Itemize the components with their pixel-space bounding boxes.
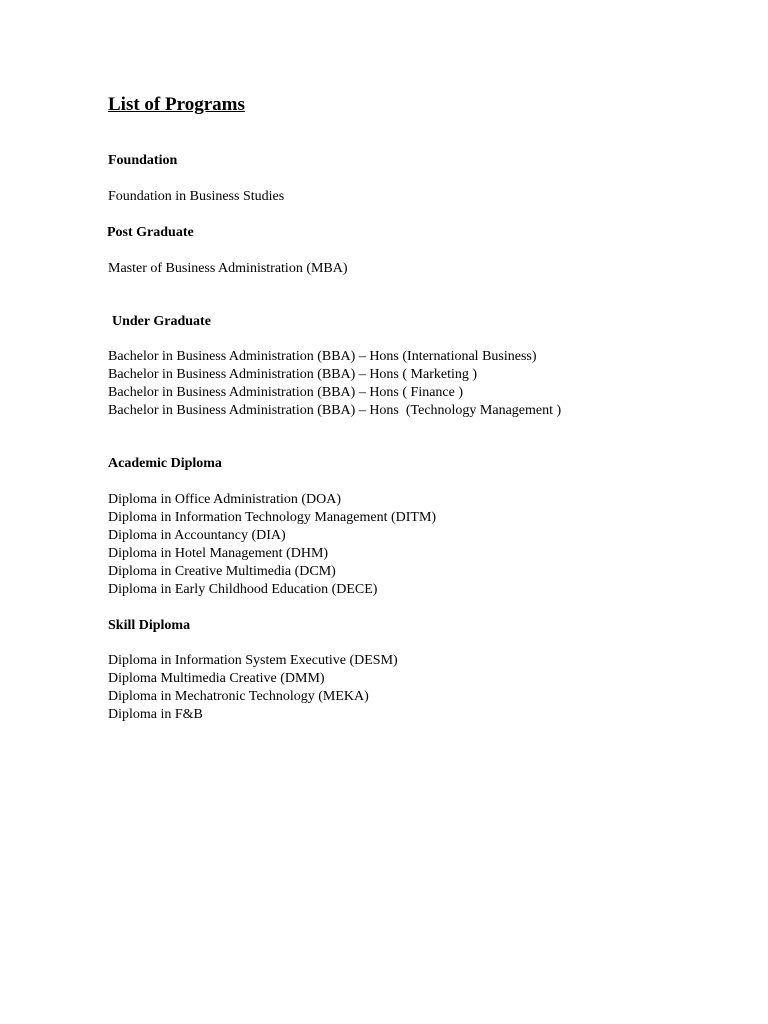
list-item: Master of Business Administration (MBA) [108,261,348,276]
list-item: Diploma in Early Childhood Education (DECE) [108,581,378,597]
section-list-foundation [108,188,284,206]
section-heading-under-graduate: Under Graduate [112,314,211,329]
section-list-academic-diploma [108,491,436,598]
list-item: Diploma Multimedia Creative (DMM) [108,670,325,686]
section-heading-post-graduate: Post Graduate [107,225,194,240]
list-item: Bachelor in Business Administration (BBA) – Hons (Technology Management ) [108,402,562,418]
list-item: Diploma in Creative Multimedia (DCM) [108,563,336,579]
section-list-post-graduate [108,260,348,278]
list-item: Bachelor in Business Administration (BBA) – Hons ( Marketing ) [108,366,478,382]
section-heading-skill-diploma: Skill Diploma [108,618,191,633]
section-heading-foundation: Foundation [108,153,178,168]
list-item: Bachelor in Business Administration (BBA) – Hons ( Finance ) [108,384,464,400]
list-item: Diploma in Office Administration (DOA) [108,492,342,507]
page-title: List of Programs [108,94,245,115]
section-list-skill-diploma [108,652,398,724]
list-item: Foundation in Business Studies [108,189,285,204]
list-item: Diploma in Information System Executive (DESM) [108,653,398,668]
list-item: Diploma in Information Technology Management (DITM) [108,509,437,525]
section-heading-academic-diploma: Academic Diploma [108,456,222,471]
list-item: Diploma in Mechatronic Technology (MEKA) [108,688,369,704]
list-item: Bachelor in Business Administration (BBA) – Hons (International Business) [108,349,537,364]
section-list-under-graduate [108,348,561,420]
list-item: Diploma in F&B [108,706,203,722]
list-item: Diploma in Hotel Management (DHM) [108,545,329,561]
list-item: Diploma in Accountancy (DIA) [108,527,286,543]
